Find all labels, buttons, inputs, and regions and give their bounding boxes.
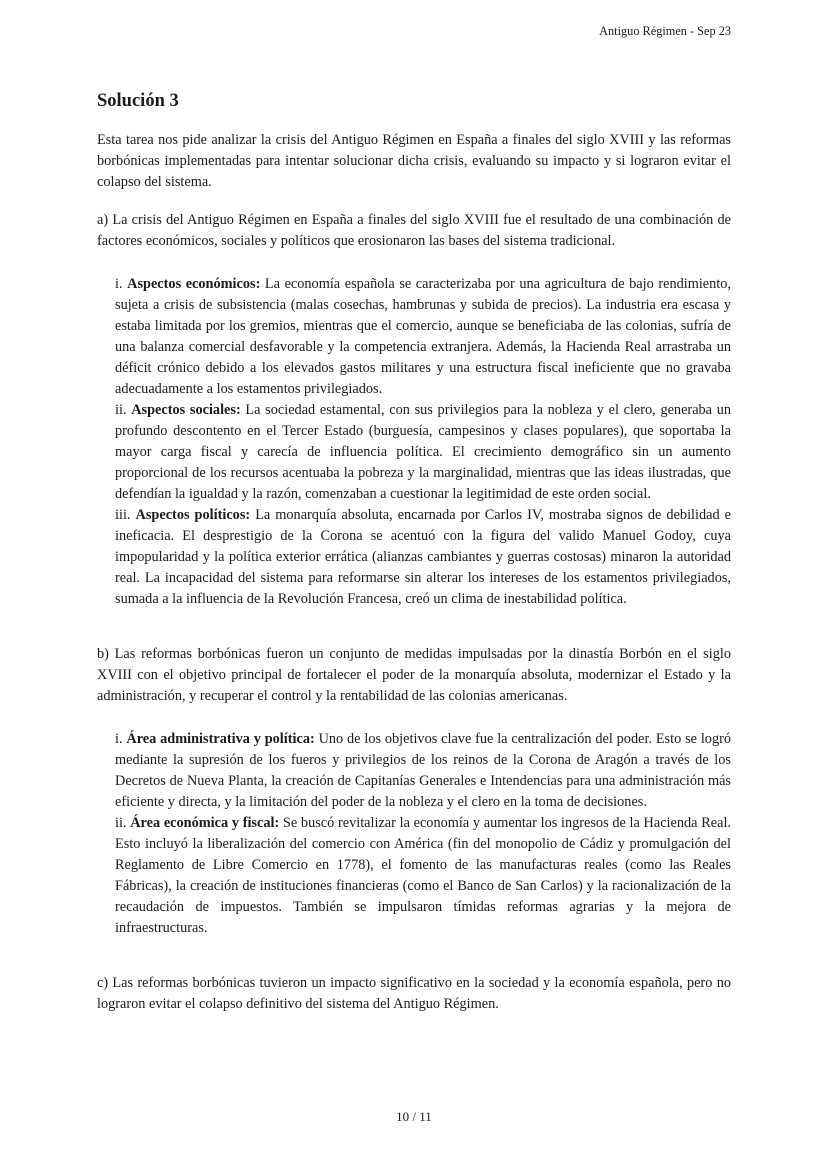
item-label: Aspectos sociales:	[131, 402, 241, 418]
section-b-lead: b) Las reformas borbónicas fueron un conjunto de medidas impulsadas por la dinastía Borbón en el siglo XVIII con el objetivo principal de fortalecer el poder de la monarquía absoluta, modernizar el Estado y la administración, y recuperar el control y la rentabilidad de las colonias americanas.	[97, 646, 731, 704]
list-item	[115, 274, 731, 400]
section-b-items	[97, 729, 731, 939]
intro-paragraph: Esta tarea nos pide analizar la crisis del Antiguo Régimen en España a finales del siglo XVIII y las reformas borbónicas implementadas para intentar solucionar dicha crisis, evaluando su impacto y si lograron evitar el colapso del sistema.	[97, 132, 731, 190]
item-label: Área económica y fiscal:	[130, 815, 280, 831]
list-item	[115, 813, 731, 939]
list-item	[115, 400, 731, 505]
list-item	[115, 729, 731, 813]
header-running-title: Antiguo Régimen - Sep 23	[599, 24, 731, 38]
section-c-lead: c) Las reformas borbónicas tuvieron un impacto significativo en la sociedad y la economía española, pero no lograron evitar el colapso definitivo del sistema del Antiguo Régimen.	[97, 975, 731, 1012]
item-text: La sociedad estamental, con sus privilegios para la nobleza y el clero, generaba un profundo descontento en el Tercer Estado (burguesía, campesinos y clases populares), que soportaba la mayor carga fiscal y carecía de influencia política. El crecimiento demográfico sin un aumento proporcional de los recursos acentuaba la pobreza y la marginalidad, mientras que las ideas ilustradas, que defendían la igualdad y la razón, comenzaban a cuestionar la legitimidad de este orden social.	[115, 402, 732, 502]
item-marker: i.	[115, 276, 123, 292]
item-marker: i.	[115, 731, 123, 747]
item-label: Área administrativa y política:	[126, 731, 315, 747]
page-header	[97, 24, 731, 39]
item-marker: ii.	[115, 402, 127, 418]
item-text: La monarquía absoluta, encarnada por Carlos IV, mostraba signos de debilidad e ineficacia. El desprestigio de la Corona se acentuó con la figura del valido Manuel Godoy, cuya impopularidad y la política exterior errática (alianzas cambiantes y guerras costosas) minaron la autoridad real. La incapacidad del sistema para reformarse sin alterar los intereses de los estamentos privilegiados, sumada a la influencia de la Revolución Francesa, creó un clima de inestabilidad política.	[115, 507, 731, 607]
page-footer	[0, 1106, 828, 1127]
item-label: Aspectos económicos:	[127, 276, 261, 292]
item-text: Uno de los objetivos clave fue la centralización del poder. Esto se logró mediante la supresión de los fueros y privilegios de los reinos de la Corona de Aragón a través de los Decretos de Nueva Planta, la creación de Capitanías Generales e Intendencias para una administración más eficiente y directa, y la limitación del poder de la nobleza y el clero en la toma de decisiones.	[115, 731, 731, 810]
page-title: Solución 3	[97, 91, 179, 111]
section-a-lead: a) La crisis del Antiguo Régimen en España a finales del siglo XVIII fue el resultado de una combinación de factores económicos, sociales y políticos que erosionaron las bases del sistema tradicional.	[97, 212, 731, 249]
section-a-items	[97, 274, 731, 610]
item-marker: ii.	[115, 815, 127, 831]
list-item	[115, 505, 731, 610]
item-text: Se buscó revitalizar la economía y aumentar los ingresos de la Hacienda Real. Esto incluyó la liberalización del comercio con América (fin del monopolio de Cádiz y promulgación del Reglamento de Libre Comercio en 1778), el fomento de las manufacturas reales (como las Reales Fábricas), la creación de instituciones financieras (como el Banco de San Carlos) y la racionalización de la recaudación de impuestos. También se impulsaron tímidas reformas agrarias y la mejora de infraestructuras.	[115, 815, 731, 936]
page-number: 10 / 11	[396, 1109, 432, 1124]
item-text: La economía española se caracterizaba por una agricultura de bajo rendimiento, sujeta a crisis de subsistencia (malas cosechas, hambrunas y subida de precios). La industria era escasa y estaba limitada por los gremios, mientras que el comercio, aunque se beneficiaba de las colonias, sufría de una balanza comercial desfavorable y la competencia extranjera. Además, la Hacienda Real arrastraba un déficit crónico debido a los elevados gastos militares y una estructura fiscal ineficiente que no gravaba adecuadamente a los estamentos privilegiados.	[115, 276, 732, 397]
item-label: Aspectos políticos:	[135, 507, 251, 523]
item-marker: iii.	[115, 507, 131, 523]
